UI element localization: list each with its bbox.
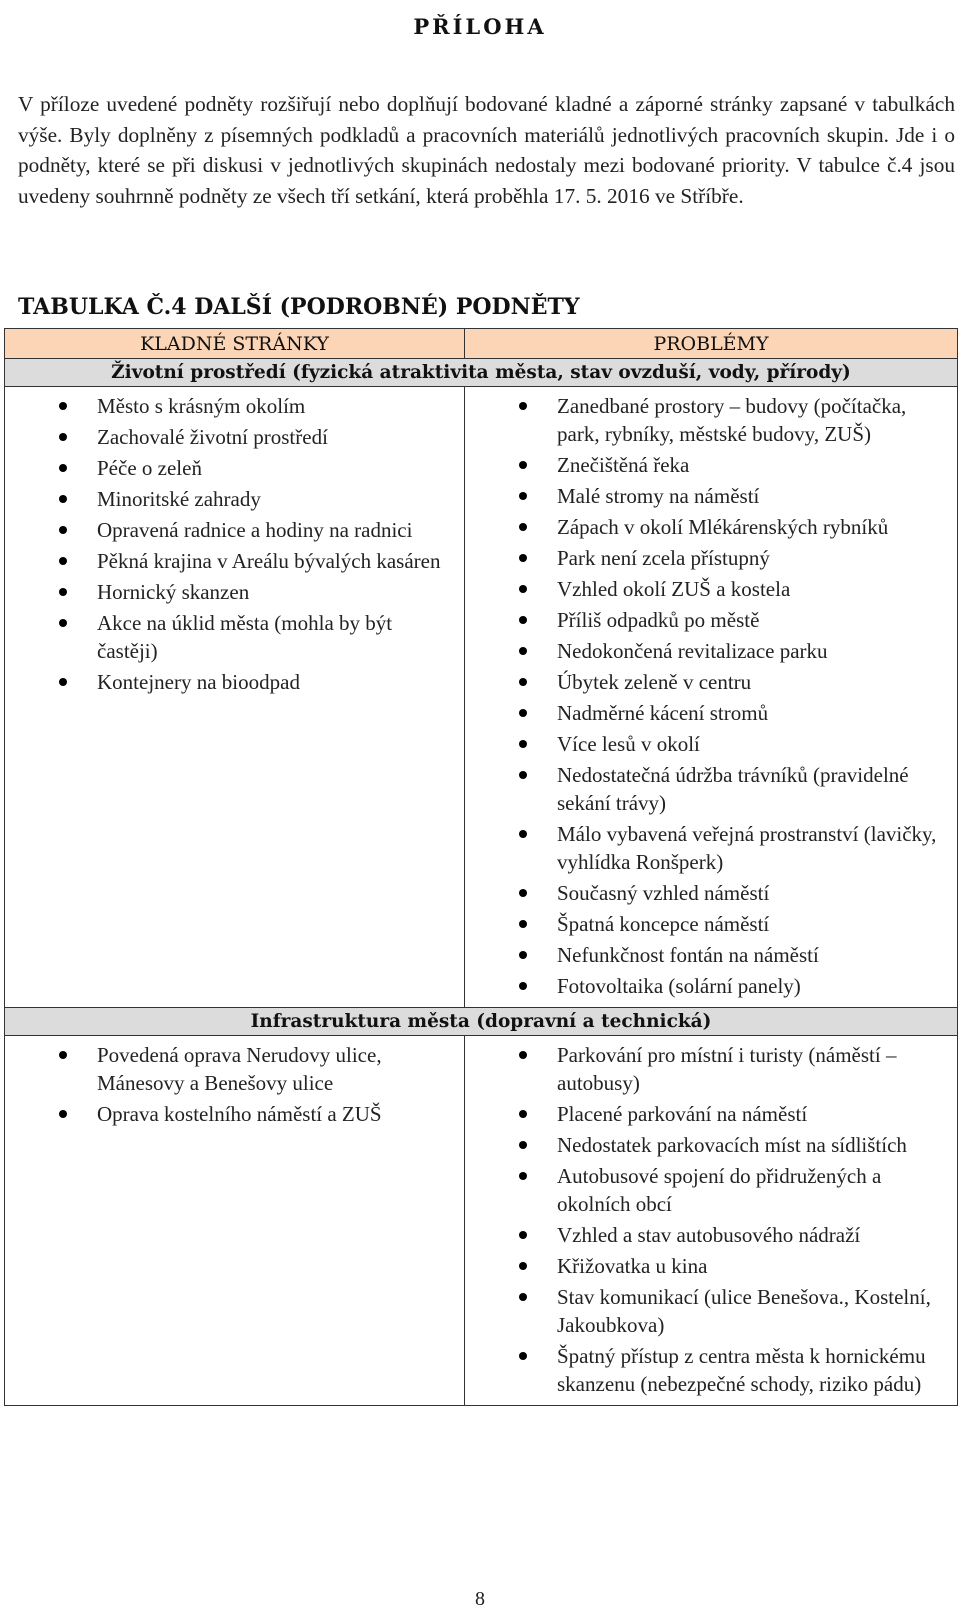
list-item: Úbytek zeleně v centru <box>465 668 957 696</box>
positive-cell <box>5 387 465 1008</box>
list-item: Park není zcela přístupný <box>465 544 957 572</box>
list-item: Město s krásným okolím <box>5 392 464 420</box>
list-item: Špatná koncepce náměstí <box>465 910 957 938</box>
list-item: Špatný přístup z centra města k hornickému skanzenu (nebezpečné schody, riziko pádu) <box>465 1342 957 1398</box>
list-item: Příliš odpadků po městě <box>465 606 957 634</box>
page-title: PŘÍLOHA <box>413 14 547 39</box>
list-item: Kontejnery na bioodpad <box>5 668 464 696</box>
list-item: Pěkná krajina v Areálu bývalých kasáren <box>5 547 464 575</box>
list-item: Křižovatka u kina <box>465 1252 957 1280</box>
list-item: Zanedbané prostory – budovy (počítačka, park, rybníky, městské budovy, ZUŠ) <box>465 392 957 448</box>
list-item: Více lesů v okolí <box>465 730 957 758</box>
section-row-infrastructure <box>5 1008 958 1036</box>
list-item: Minoritské zahrady <box>5 485 464 513</box>
list-item: Vzhled okolí ZUŠ a kostela <box>465 575 957 603</box>
page-number: 8 <box>475 1588 485 1610</box>
list-item: Vzhled a stav autobusového nádraží <box>465 1221 957 1249</box>
list-item: Opravená radnice a hodiny na radnici <box>5 516 464 544</box>
list-item: Akce na úklid města (mohla by být častěji) <box>5 609 464 665</box>
section-title-environment: Životní prostředí (fyzická atraktivita města, stav ovzduší, vody, přírody) <box>5 359 958 387</box>
podnety-table <box>4 328 958 1406</box>
section-content-infrastructure <box>5 1036 958 1406</box>
section-row-environment <box>5 359 958 387</box>
positive-list <box>5 1036 464 1135</box>
list-item: Placené parkování na náměstí <box>465 1100 957 1128</box>
intro-paragraph: V příloze uvedené podněty rozšiřují nebo doplňují bodované kladné a záporné stránky zapsané v tabulkách výše. Byly doplněny z písemných podkladů a pracovních materiálů jednotlivých pracovních skupin. Jde i o podněty, které se při diskusi v jednotlivých skupinách nedostaly mezi bodované priority. V tabulce č.4 jsou uvedeny souhrnně podněty ze všech tří setkání, která proběhla 17. 5. 2016 ve Stříbře. <box>18 92 955 208</box>
problems-cell <box>465 1036 958 1406</box>
table-header-row <box>5 329 958 359</box>
list-item: Parkování pro místní i turisty (náměstí – autobusy) <box>465 1041 957 1097</box>
list-item: Stav komunikací (ulice Benešova., Kostelní, Jakoubkova) <box>465 1283 957 1339</box>
list-item: Zápach v okolí Mlékárenských rybníků <box>465 513 957 541</box>
list-item: Malé stromy na náměstí <box>465 482 957 510</box>
list-item: Nadměrné kácení stromů <box>465 699 957 727</box>
list-item: Péče o zeleň <box>5 454 464 482</box>
list-item: Autobusové spojení do přidružených a okolních obcí <box>465 1162 957 1218</box>
list-item: Znečištěná řeka <box>465 451 957 479</box>
positive-cell <box>5 1036 465 1406</box>
list-item: Hornický skanzen <box>5 578 464 606</box>
problems-list <box>465 387 957 1007</box>
problems-list <box>465 1036 957 1405</box>
column-header-positive: KLADNÉ STRÁNKY <box>5 329 465 359</box>
list-item: Nefunkčnost fontán na náměstí <box>465 941 957 969</box>
list-item: Současný vzhled náměstí <box>465 879 957 907</box>
section-title-infrastructure: Infrastruktura města (dopravní a technická) <box>5 1008 958 1036</box>
list-item: Málo vybavená veřejná prostranství (lavičky, vyhlídka Ronšperk) <box>465 820 957 876</box>
list-item: Zachovalé životní prostředí <box>5 423 464 451</box>
table-heading: TABULKA Č.4 DALŠÍ (PODROBNÉ) PODNĚTY <box>18 294 580 320</box>
column-header-problems: PROBLÉMY <box>465 329 958 359</box>
list-item: Nedostatek parkovacích míst na sídlištích <box>465 1131 957 1159</box>
list-item: Fotovoltaika (solární panely) <box>465 972 957 1000</box>
positive-list <box>5 387 464 703</box>
list-item: Nedokončená revitalizace parku <box>465 637 957 665</box>
list-item: Oprava kostelního náměstí a ZUŠ <box>5 1100 464 1128</box>
section-content-environment <box>5 387 958 1008</box>
list-item: Nedostatečná údržba trávníků (pravidelné sekání trávy) <box>465 761 957 817</box>
problems-cell <box>465 387 958 1008</box>
list-item: Povedená oprava Nerudovy ulice, Mánesovy a Benešovy ulice <box>5 1041 464 1097</box>
